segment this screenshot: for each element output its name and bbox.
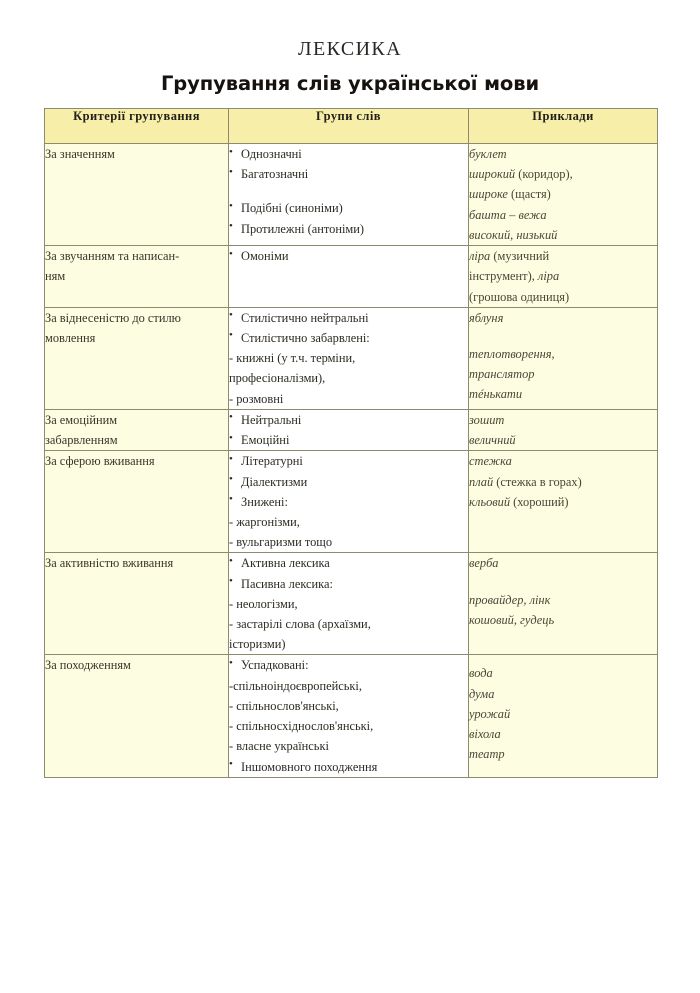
example-line: зошит	[469, 412, 505, 427]
cell-examples	[469, 451, 658, 553]
example-line	[469, 492, 657, 512]
example-gloss: (стежка в горах)	[493, 474, 582, 489]
example-line: величний	[469, 433, 516, 448]
group-sub-item: професіоналізми),	[229, 371, 326, 386]
example-line: кошовий, гудець	[469, 612, 555, 627]
cell-examples	[469, 553, 658, 655]
example-line: (грошова одиниця)	[469, 289, 570, 304]
example-line: верба	[469, 556, 499, 571]
column-header-groups: Групи слів	[229, 109, 469, 144]
example-line	[469, 266, 657, 286]
example-headword: ліра	[537, 269, 560, 284]
criteria-line: ням	[45, 269, 66, 284]
group-bullet-item: • Омоніми	[229, 246, 468, 266]
example-line: вода	[469, 666, 493, 681]
example-line: урожай	[469, 706, 511, 721]
cell-examples	[469, 409, 658, 450]
example-gloss: інструмент),	[469, 269, 538, 284]
example-line: провайдер, лінк	[469, 592, 551, 607]
group-bullet-item: • Іншомовного походження	[229, 757, 468, 777]
page-title: Групування слів української мови	[160, 72, 540, 95]
example-line: башта – вежа	[469, 207, 547, 222]
group-bullet-item: • Діалектизми	[229, 472, 468, 492]
example-line: стежка	[469, 454, 512, 469]
table-row	[45, 246, 658, 308]
example-line	[469, 246, 657, 266]
cell-examples	[469, 307, 658, 409]
table-row	[45, 144, 658, 246]
group-sub-item: - жаргонізми,	[229, 514, 300, 529]
column-header-criteria: Критерії групування	[45, 109, 229, 144]
cell-criteria	[45, 451, 229, 553]
criteria-line: мовлення	[45, 330, 96, 345]
table-row	[45, 307, 658, 409]
cell-criteria	[45, 246, 229, 308]
cell-groups	[229, 655, 469, 777]
group-bullet-item: • Протилежні (антоніми)	[229, 219, 468, 239]
table-row	[45, 655, 658, 777]
table-row	[45, 553, 658, 655]
lexicon-table-wrapper	[44, 108, 657, 778]
example-line	[469, 164, 657, 184]
table-row	[45, 409, 658, 450]
criteria-line: забарвленням	[45, 432, 118, 447]
example-line: транслятор	[469, 367, 535, 382]
group-sub-item: - книжні (у т.ч. терміни,	[229, 351, 356, 366]
group-bullet-item: • Активна лексика	[229, 553, 468, 573]
cell-criteria	[45, 307, 229, 409]
group-sub-item: - застарілі слова (архаїзми,	[229, 617, 371, 632]
cell-criteria	[45, 553, 229, 655]
example-line: високий, низький	[469, 227, 558, 242]
section-kicker: ЛЕКСИКА	[298, 38, 402, 60]
group-sub-item: - вульгаризми тощо	[229, 535, 333, 550]
cell-groups	[229, 553, 469, 655]
group-bullet-item: • Літературні	[229, 451, 468, 471]
example-gloss: (коридор),	[515, 167, 573, 182]
cell-groups	[229, 451, 469, 553]
example-gloss: (музичний	[490, 249, 550, 264]
group-bullet-item: • Стилістично нейтральні	[229, 308, 468, 328]
group-sub-item: - власне українські	[229, 739, 329, 754]
table-header-row	[45, 109, 658, 144]
example-line: теплотворення,	[469, 346, 555, 361]
group-bullet-item: • Знижені:	[229, 492, 468, 512]
example-line: яблуня	[469, 310, 504, 325]
cell-groups	[229, 307, 469, 409]
lexicon-table	[44, 108, 658, 778]
example-line: дума	[469, 686, 495, 701]
group-bullet-item: • Нейтральні	[229, 410, 468, 430]
criteria-line: За значенням	[45, 147, 115, 161]
example-headword: широкий	[469, 167, 516, 182]
group-bullet-item: • Успадковані:	[229, 655, 468, 675]
example-line	[469, 472, 657, 492]
table-body	[45, 144, 658, 778]
group-bullet-item: • Подібні (синоніми)	[229, 198, 468, 218]
cell-groups	[229, 409, 469, 450]
cell-groups	[229, 246, 469, 308]
group-sub-item: історизми)	[229, 637, 286, 652]
cell-criteria	[45, 655, 229, 777]
example-headword: ліра	[469, 249, 491, 264]
cell-examples	[469, 144, 658, 246]
example-headword: плай	[469, 474, 494, 489]
example-gloss: (хороший)	[510, 494, 569, 509]
group-bullet-item: • Однозначні	[229, 144, 468, 164]
example-line: буклет	[469, 147, 507, 161]
group-sub-item: - спільносхіднослов'янські,	[229, 719, 374, 734]
example-line: віхола	[469, 727, 501, 742]
example-headword: широке	[469, 187, 508, 202]
criteria-line: За сферою вживання	[45, 454, 155, 469]
cell-examples	[469, 655, 658, 777]
group-bullet-item: • Емоційні	[229, 430, 468, 450]
example-gloss: (щастя)	[507, 187, 551, 202]
group-sub-item: - спільнослов'янські,	[229, 698, 339, 713]
group-sub-item: -спільноіндоєвропейські,	[229, 678, 362, 693]
table-header	[45, 109, 658, 144]
group-bullet-item: • Стилістично забарвлені:	[229, 328, 468, 348]
group-sub-item: - неологізми,	[229, 596, 298, 611]
cell-groups	[229, 144, 469, 246]
criteria-line: За віднесеністю до стилю	[45, 310, 181, 325]
table-row	[45, 451, 658, 553]
cell-criteria	[45, 144, 229, 246]
group-sub-item: - розмовні	[229, 391, 284, 406]
cell-examples	[469, 246, 658, 308]
group-bullet-item: • Пасивна лексика:	[229, 574, 468, 594]
example-line: театр	[469, 747, 505, 762]
criteria-line: За походженням	[45, 658, 131, 673]
column-header-examples: Приклади	[469, 109, 658, 144]
criteria-line: За звучанням та написан-	[45, 249, 180, 264]
example-headword: кльовий	[469, 494, 511, 509]
group-bullet-item: • Багатозначні	[229, 164, 468, 184]
cell-criteria	[45, 409, 229, 450]
example-line: тéнькати	[469, 387, 523, 402]
criteria-line: За активністю вживання	[45, 556, 174, 571]
criteria-line: За емоційним	[45, 412, 118, 427]
example-line	[469, 184, 657, 204]
